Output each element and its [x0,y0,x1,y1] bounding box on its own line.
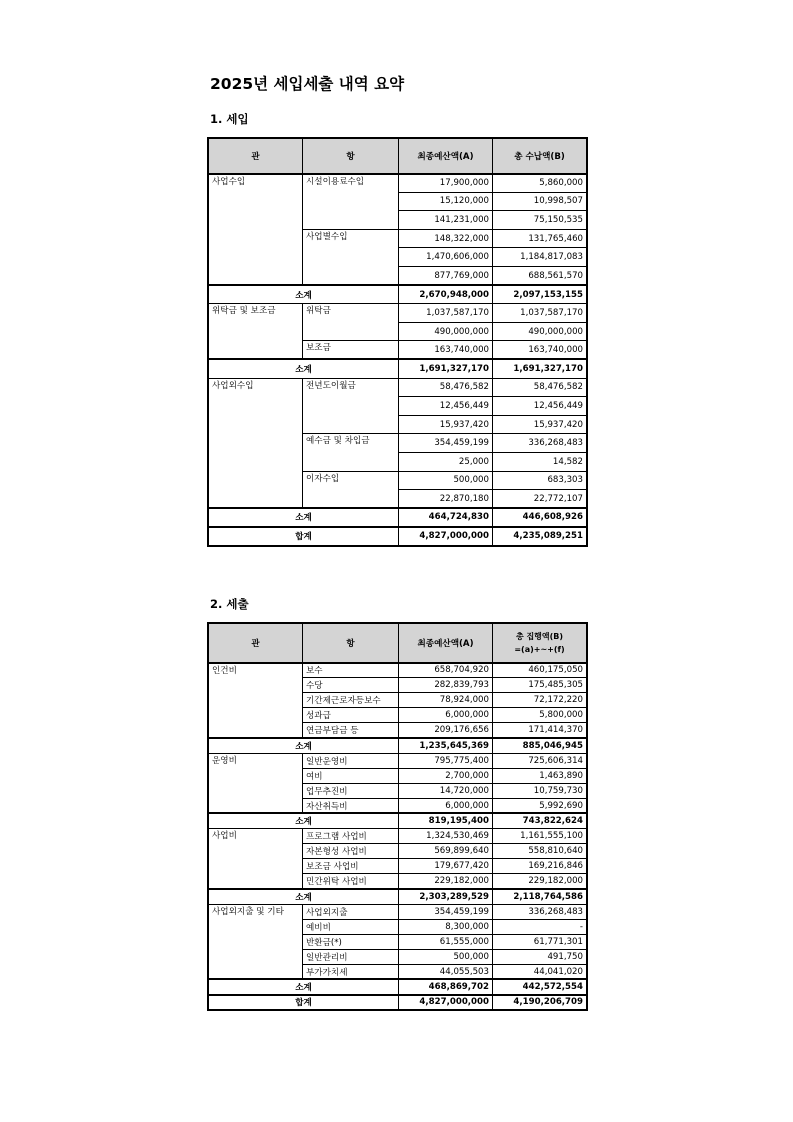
subtotal-actual: 2,097,153,155 [493,285,587,304]
actual-cell: 75,150,535 [493,211,587,230]
hang-cell: 일반운영비 [303,753,399,768]
budget-cell: 78,924,000 [399,693,493,708]
actual-cell: 1,184,817,083 [493,248,587,267]
budget-cell: 6,000,000 [399,798,493,813]
subtotal-row [209,979,587,994]
actual-header: 총 수납액(B) [493,139,587,174]
subtotal-label: 소계 [209,889,399,904]
gwan-cell: 사업외지출 및 기타 [209,904,303,979]
total-actual: 4,190,206,709 [493,995,587,1010]
budget-cell: 15,937,420 [399,415,493,434]
actual-cell: 490,000,000 [493,322,587,341]
hang-cell: 반환금(*) [303,934,399,949]
hang-cell: 보조금 [303,341,399,360]
total-label: 합계 [209,995,399,1010]
actual-cell: 131,765,460 [493,229,587,248]
subtotal-label: 소계 [209,979,399,994]
hang-cell: 사업별수입 [303,229,399,285]
actual-cell: 10,998,507 [493,192,587,211]
hang-cell: 보수 [303,663,399,678]
gwan-cell: 운영비 [209,753,303,813]
hang-cell: 수당 [303,678,399,693]
revenue-section-title: 1. 세입 [210,112,249,126]
hang-cell: 예수금 및 차입금 [303,434,399,471]
page-title: 2025년 세입세출 내역 요약 [210,75,405,93]
budget-cell: 1,470,606,000 [399,248,493,267]
actual-header-label: 총 집행액(B) [515,631,564,641]
budget-cell: 44,055,503 [399,964,493,979]
actual-cell: 688,561,570 [493,266,587,285]
budget-cell: 141,231,000 [399,211,493,230]
actual-cell: 72,172,220 [493,693,587,708]
subtotal-actual: 743,822,624 [493,813,587,828]
hang-cell: 보조금 사업비 [303,859,399,874]
subtotal-budget: 2,303,289,529 [399,889,493,904]
actual-cell: 460,175,050 [493,663,587,678]
budget-cell: 15,120,000 [399,192,493,211]
budget-cell: 354,459,199 [399,434,493,453]
total-row [209,527,587,546]
budget-cell: 877,769,000 [399,266,493,285]
actual-cell: 12,456,449 [493,397,587,416]
actual-cell: 14,582 [493,452,587,471]
actual-cell: 336,268,483 [493,434,587,453]
total-row [209,995,587,1010]
subtotal-label: 소계 [209,738,399,753]
hang-cell: 일반관리비 [303,949,399,964]
hang-header: 항 [303,139,399,174]
actual-cell: 175,485,305 [493,678,587,693]
gwan-cell: 위탁금 및 보조금 [209,304,303,360]
hang-cell: 예비비 [303,919,399,934]
actual-cell: 5,800,000 [493,708,587,723]
table-row [209,174,587,193]
budget-cell: 8,300,000 [399,919,493,934]
actual-cell: 491,750 [493,949,587,964]
budget-cell: 500,000 [399,471,493,490]
subtotal-row [209,508,587,527]
expenditure-section-title: 2. 세출 [210,597,249,611]
hang-cell: 업무추진비 [303,783,399,798]
budget-cell: 25,000 [399,452,493,471]
table-row [209,753,587,768]
budget-cell: 229,182,000 [399,874,493,889]
actual-cell: 725,606,314 [493,753,587,768]
gwan-cell: 인건비 [209,663,303,738]
budget-cell: 209,176,656 [399,723,493,738]
hang-header: 항 [303,624,399,663]
subtotal-row [209,813,587,828]
hang-cell: 프로그램 사업비 [303,829,399,844]
actual-cell: 44,041,020 [493,964,587,979]
table-row [209,304,587,323]
table-row [209,904,587,919]
subtotal-label: 소계 [209,359,399,378]
hang-cell: 전년도이월금 [303,378,399,434]
gwan-header: 관 [209,139,303,174]
hang-cell: 자본형성 사업비 [303,844,399,859]
gwan-cell: 사업비 [209,829,303,889]
subtotal-actual: 885,046,945 [493,738,587,753]
actual-cell: - [493,919,587,934]
hang-cell: 부가가치세 [303,964,399,979]
subtotal-actual: 442,572,554 [493,979,587,994]
subtotal-budget: 819,195,400 [399,813,493,828]
budget-cell: 163,740,000 [399,341,493,360]
actual-cell: 1,037,587,170 [493,304,587,323]
hang-cell: 기간제근로자등보수 [303,693,399,708]
budget-cell: 282,839,793 [399,678,493,693]
budget-cell: 490,000,000 [399,322,493,341]
budget-cell: 14,720,000 [399,783,493,798]
hang-cell: 시설이용료수입 [303,174,399,230]
total-label: 합계 [209,527,399,546]
total-actual: 4,235,089,251 [493,527,587,546]
budget-cell: 1,037,587,170 [399,304,493,323]
hang-cell: 위탁금 [303,304,399,341]
subtotal-label: 소계 [209,508,399,527]
subtotal-budget: 1,235,645,369 [399,738,493,753]
hang-cell: 연금부담금 등 [303,723,399,738]
budget-cell: 22,870,180 [399,490,493,509]
actual-header [493,624,587,663]
hang-cell: 자산취득비 [303,798,399,813]
budget-cell: 569,899,640 [399,844,493,859]
actual-cell: 229,182,000 [493,874,587,889]
subtotal-label: 소계 [209,813,399,828]
budget-cell: 658,704,920 [399,663,493,678]
budget-cell: 61,555,000 [399,934,493,949]
budget-cell: 17,900,000 [399,174,493,193]
subtotal-budget: 464,724,830 [399,508,493,527]
budget-cell: 6,000,000 [399,708,493,723]
budget-cell: 354,459,199 [399,904,493,919]
gwan-header: 관 [209,624,303,663]
actual-cell: 58,476,582 [493,378,587,397]
budget-cell: 58,476,582 [399,378,493,397]
actual-cell: 5,860,000 [493,174,587,193]
hang-cell: 사업외지출 [303,904,399,919]
hang-cell: 이자수입 [303,471,399,508]
subtotal-row [209,738,587,753]
budget-cell: 2,700,000 [399,768,493,783]
subtotal-budget: 1,691,327,170 [399,359,493,378]
budget-cell: 500,000 [399,949,493,964]
budget-cell: 179,677,420 [399,859,493,874]
subtotal-actual: 1,691,327,170 [493,359,587,378]
subtotal-row [209,359,587,378]
subtotal-budget: 2,670,948,000 [399,285,493,304]
budget-cell: 795,775,400 [399,753,493,768]
total-budget: 4,827,000,000 [399,527,493,546]
subtotal-label: 소계 [209,285,399,304]
gwan-cell: 사업수입 [209,174,303,286]
actual-cell: 171,414,370 [493,723,587,738]
total-budget: 4,827,000,000 [399,995,493,1010]
actual-cell: 336,268,483 [493,904,587,919]
actual-cell: 61,771,301 [493,934,587,949]
actual-cell: 169,216,846 [493,859,587,874]
hang-cell: 민간위탁 사업비 [303,874,399,889]
budget-cell: 12,456,449 [399,397,493,416]
actual-cell: 1,161,555,100 [493,829,587,844]
actual-cell: 5,992,690 [493,798,587,813]
subtotal-actual: 2,118,764,586 [493,889,587,904]
actual-cell: 558,810,640 [493,844,587,859]
expenditure-table [208,623,587,1010]
budget-header: 최종예산액(A) [399,624,493,663]
table-row [209,663,587,678]
budget-header: 최종예산액(A) [399,139,493,174]
table-row [209,829,587,844]
actual-cell: 683,303 [493,471,587,490]
actual-cell: 163,740,000 [493,341,587,360]
table-row [209,378,587,397]
actual-cell: 22,772,107 [493,490,587,509]
hang-cell: 성과급 [303,708,399,723]
subtotal-actual: 446,608,926 [493,508,587,527]
subtotal-row [209,889,587,904]
budget-cell: 1,324,530,469 [399,829,493,844]
gwan-cell: 사업외수입 [209,378,303,508]
hang-cell: 여비 [303,768,399,783]
subtotal-row [209,285,587,304]
actual-cell: 15,937,420 [493,415,587,434]
actual-header-note: =(a)+~+(f) [514,644,565,654]
actual-cell: 1,463,890 [493,768,587,783]
revenue-table [208,138,587,546]
budget-cell: 148,322,000 [399,229,493,248]
subtotal-budget: 468,869,702 [399,979,493,994]
actual-cell: 10,759,730 [493,783,587,798]
